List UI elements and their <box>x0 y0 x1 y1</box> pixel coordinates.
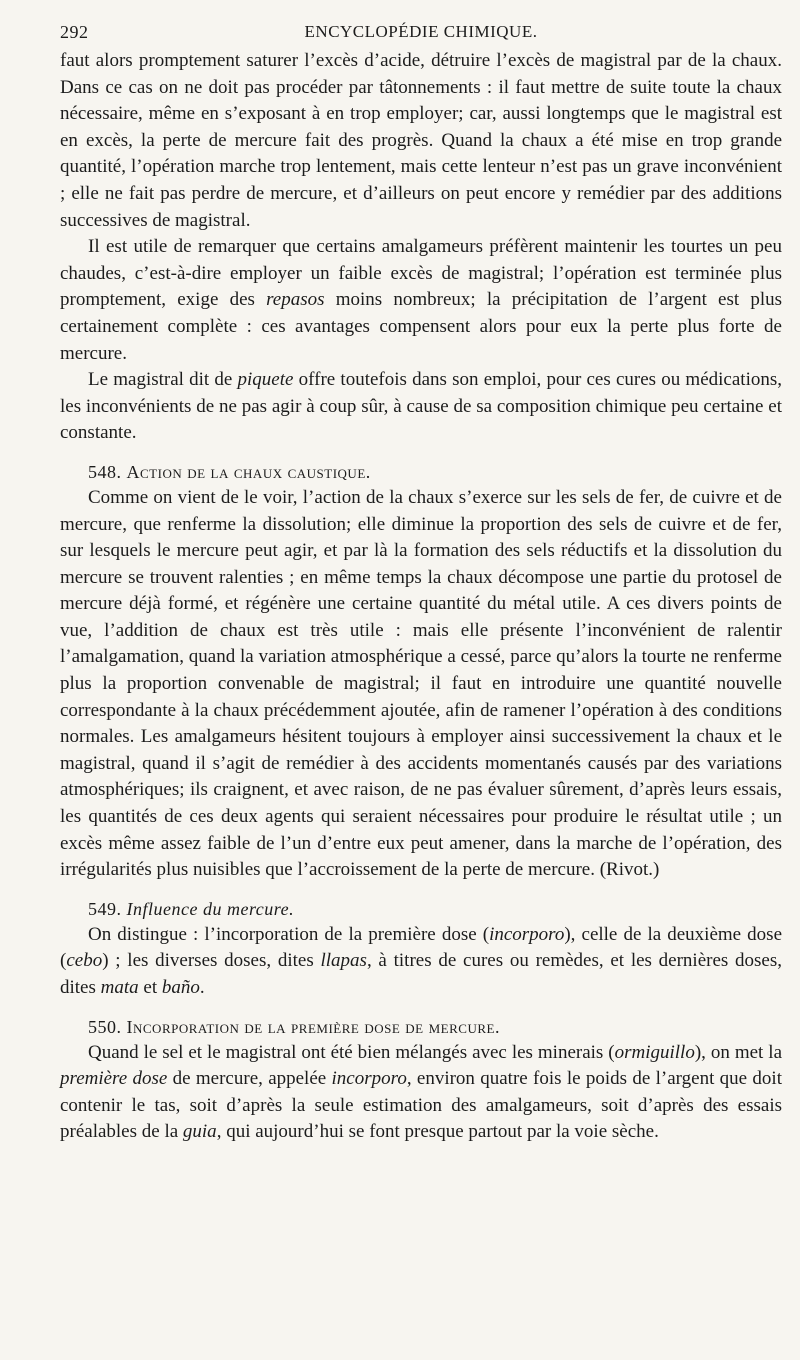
text-run: ), celle de la deuxième dose ( <box>60 923 783 972</box>
paragraph-warm-tourtes <box>60 234 782 367</box>
text-run: , à titres de cures ou remèdes, et les dernières doses, dites <box>60 950 782 998</box>
section-heading-548 <box>60 459 782 485</box>
section-number: 549. <box>88 898 122 919</box>
section-title: Influence du mercure. <box>126 898 295 919</box>
text-run: Il est utile de remarquer que certains amalgameurs préfèrent maintenir les tourtes un peu chaudes, c’est-à-dire employer un faible excès de magistral; l’opération est terminée plus promptement, exige des <box>60 236 782 311</box>
text-run: de mercure, appelée <box>167 1068 332 1090</box>
italic-term: première dose <box>60 1068 168 1090</box>
text-run: offre toutefois dans son emploi, pour ces cures ou médications, les inconvénients de ne pas agir à coup sûr, à cause de sa composition chimique peu certaine et constante. <box>60 369 782 444</box>
text-run: Quand le sel et le magistral ont été bien mélangés avec les minerais ( <box>88 1041 615 1063</box>
text-run: , qui aujourd’hui se font presque partout par la voie sèche. <box>216 1121 659 1143</box>
section-heading-549 <box>60 896 782 922</box>
italic-term: mata <box>100 977 139 998</box>
text-run: et <box>138 977 162 998</box>
text-run: Le magistral dit de <box>88 369 238 391</box>
text-run: moins nombreux; la précipitation de l’argent est plus certainement complète : ces avantages compensent alors pour eux la perte plus forte de mercure. <box>60 289 783 364</box>
page-number: 292 <box>60 22 89 42</box>
section-number: 550. <box>88 1016 122 1037</box>
header-title: ENCYCLOPÉDIE CHIMIQUE. <box>304 22 538 41</box>
section-heading-550 <box>60 1014 782 1040</box>
italic-term: baño <box>161 977 200 998</box>
text-run: ), on met la <box>694 1041 782 1063</box>
italic-term: llapas <box>320 950 367 972</box>
section-number: 548. <box>88 461 122 482</box>
paragraph-piquete <box>60 367 782 447</box>
paragraph-continuation: faut alors promptement saturer l’excès d’acide, détruire l’excès de magistral par de la chaux. Dans ce cas on ne doit pas procéder par tâtonnements : il faut mettre de suite toute la chaux nécessaire, même en s’exposant à en trop employer; car, aussi longtemps que le magistral est en excès, la perte de mercure fait des progrès. Quand la chaux a été mise en trop grande quantité, l’opération marche trop lentement, mais cette lenteur n’est pas un grave inconvénient ; elle ne fait pas perdre de mercure, et d’ailleurs on peut encore y remédier par des additions successives de magistral. <box>60 50 782 231</box>
italic-term: piquete <box>237 369 294 391</box>
paragraph-lime-action: Comme on vient de le voir, l’action de la chaux s’exerce sur les sels de fer, de cuivre et de mercure, que renferme la dissolution; elle diminue la proportion des sels de cuivre et de fer, sur lesquels le mercure peut agir, et par là la formation des sels réductifs et la dissolution du mercure se trouvent ralenties ; en même temps la chaux décompose une partie du protosel de mercure déjà formé, et régénère une certaine quantité du métal utile. A ces divers points de vue, l’addition de chaux est très utile : mais elle présente l’inconvénient de ralentir l’amalgamation, quand la variation atmosphérique a cessé, parce qu’alors la tourte ne renferme plus la proportion convenable de magistral; il faut en introduire une quantité nouvelle correspondante à la chaux précédemment ajoutée, afin de ramener l’opération à des conditions normales. Les amalgameurs hésitent toujours à employer ainsi successivement la chaux et le magistral, quand il s’agit de remédier à des accidents momentanés causés par des variations atmosphériques; ils craignent, et avec raison, de ne pas évaluer sûrement, d’après leurs essais, les quantités de ces deux agents qui seraient nécessaires pour produire le résultat utile ; un excès même assez faible de l’un d’entre eux peut amener, dans la marche de l’opération, des irrégularités plus nuisibles que l’accroissement de la perte de mercure. (Rivot.) <box>60 486 782 881</box>
italic-term: ormiguillo <box>614 1041 695 1063</box>
section-title: Action de la chaux caustique. <box>126 461 371 482</box>
paragraph-mercury-doses <box>60 922 782 1002</box>
text-run: , environ quatre fois le poids de l’argent que doit contenir le tas, soit d’après la seule estimation des amalgameurs, soit d’après des essais préalables de la <box>60 1068 782 1143</box>
text-run: ) ; les diverses doses, dites <box>102 950 321 972</box>
text-run: . <box>199 977 205 998</box>
document-page <box>60 18 782 1146</box>
italic-term: cebo <box>66 950 103 972</box>
running-header <box>60 18 782 48</box>
body-text <box>60 48 782 1146</box>
text-run: On distingue : l’incorporation de la première dose ( <box>88 923 490 945</box>
italic-term: guia <box>182 1121 217 1143</box>
italic-term: incorporo <box>489 923 565 945</box>
italic-term: incorporo <box>331 1068 407 1090</box>
italic-term: repasos <box>266 289 325 311</box>
paragraph-first-dose <box>60 1040 782 1146</box>
section-title: Incorporation de la première dose de mercure. <box>126 1016 500 1037</box>
